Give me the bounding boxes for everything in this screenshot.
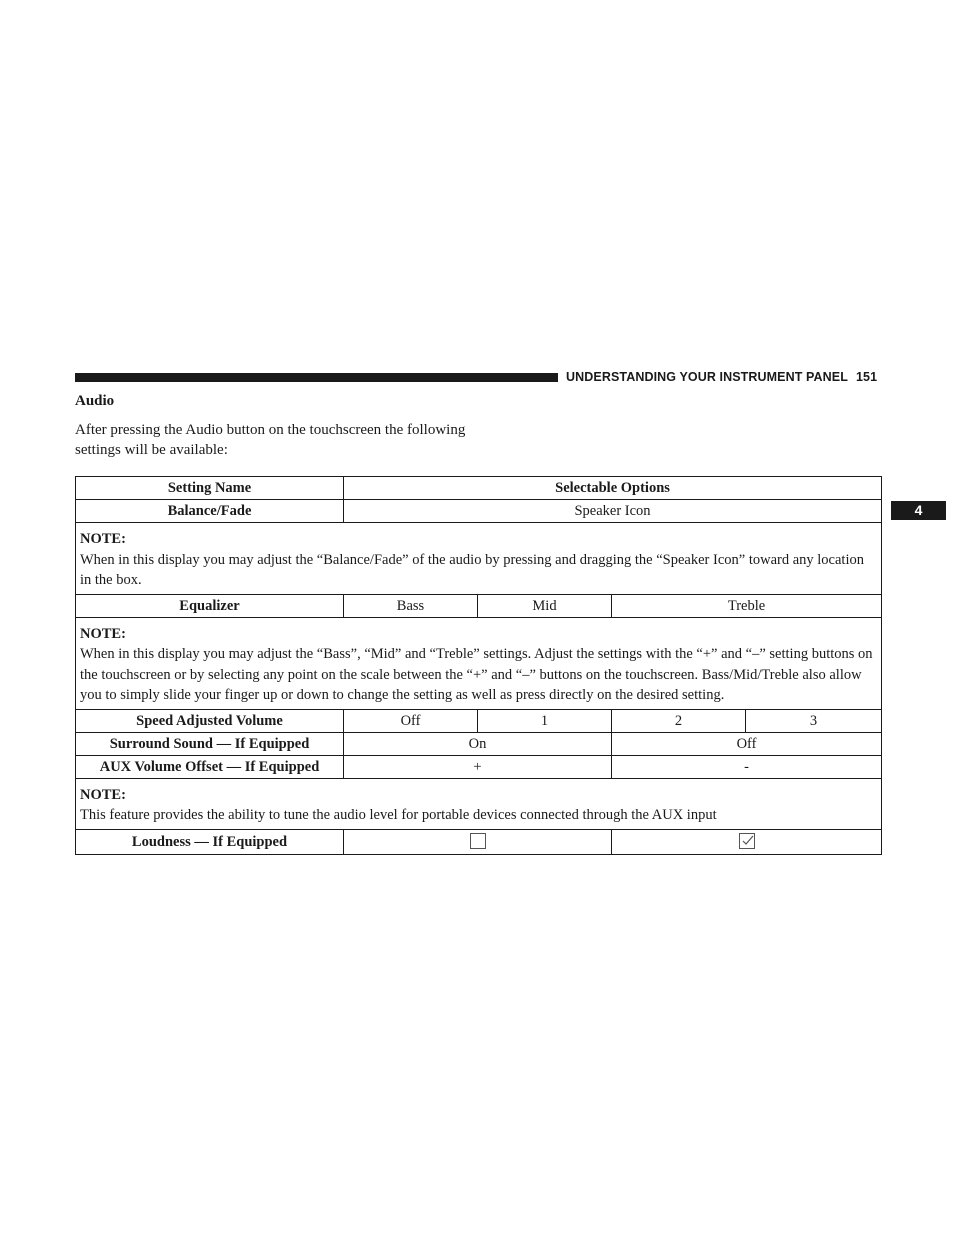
note-row <box>76 617 882 709</box>
setting-option: 1 <box>478 709 612 732</box>
table-header-row <box>76 477 882 500</box>
table-row <box>76 709 882 732</box>
setting-name: AUX Volume Offset — If Equipped <box>76 755 344 778</box>
setting-name: Loudness — If Equipped <box>76 829 344 854</box>
setting-name: Balance/Fade <box>76 500 344 523</box>
setting-option: On <box>344 732 612 755</box>
setting-option: 2 <box>612 709 746 732</box>
setting-name: Surround Sound — If Equipped <box>76 732 344 755</box>
table-row <box>76 732 882 755</box>
setting-name: Equalizer <box>76 594 344 617</box>
page-number: 151 <box>855 370 878 384</box>
setting-option: + <box>344 755 612 778</box>
setting-option: Treble <box>612 594 882 617</box>
header-setting-name: Setting Name <box>76 477 344 500</box>
setting-option: Off <box>612 732 882 755</box>
setting-option <box>344 829 612 854</box>
note-cell <box>76 617 882 709</box>
note-cell <box>76 778 882 829</box>
note-label: NOTE: <box>80 625 126 642</box>
running-header <box>566 370 877 384</box>
table-row <box>76 755 882 778</box>
setting-option: - <box>612 755 882 778</box>
chapter-tab: 4 <box>891 501 946 520</box>
note-text: When in this display you may adjust the “Bass”, “Mid” and “Treble” settings. Adjust the settings with the “+” and “–” setting buttons on the touchscreen or by selecting any point on the scale between the “+” and “–” buttons on the touchscreen. Bass/Mid/Treble also allow you to simply slide your finger up or down to change the setting as well as press directly on the desired setting. <box>80 646 873 703</box>
header-title: UNDERSTANDING YOUR INSTRUMENT PANEL <box>566 370 848 384</box>
table-row <box>76 594 882 617</box>
note-cell <box>76 523 882 595</box>
table-row <box>76 500 882 523</box>
note-text: This feature provides the ability to tune the audio level for portable devices connected through the AUX input <box>80 807 717 823</box>
note-label: NOTE: <box>80 531 126 547</box>
note-label: NOTE: <box>80 786 126 803</box>
setting-name: Speed Adjusted Volume <box>76 709 344 732</box>
setting-option: Speaker Icon <box>344 500 882 523</box>
header-selectable-options: Selectable Options <box>344 477 882 500</box>
section-heading: Audio <box>75 393 115 409</box>
setting-option: 3 <box>746 709 882 732</box>
setting-option: Mid <box>478 594 612 617</box>
intro-paragraph: After pressing the Audio button on the touchscreen the following settings will be available: <box>75 422 466 458</box>
header-rule <box>75 373 558 382</box>
note-text: When in this display you may adjust the “Balance/Fade” of the audio by pressing and dragging the “Speaker Icon” toward any location in the box. <box>80 551 864 588</box>
table-row <box>76 829 882 854</box>
setting-option <box>612 829 882 854</box>
setting-option: Bass <box>344 594 478 617</box>
checkbox-unchecked-icon <box>470 833 486 849</box>
note-row <box>76 523 882 595</box>
checkbox-checked-icon <box>739 833 755 849</box>
note-row <box>76 778 882 829</box>
setting-option: Off <box>344 709 478 732</box>
audio-settings-table <box>75 476 882 855</box>
